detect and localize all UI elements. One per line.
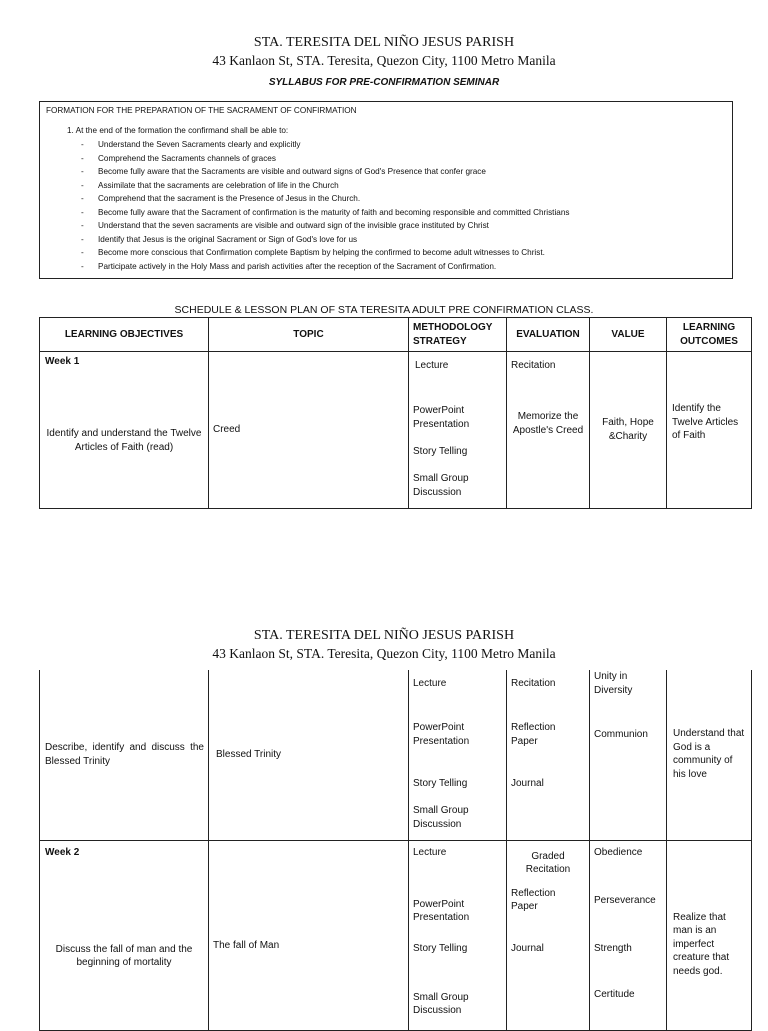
method-item: Lecture — [413, 678, 447, 689]
objective-text: Describe, identify and discuss the Blessed Trinity — [45, 742, 204, 767]
evaluation-cell — [507, 352, 590, 509]
evaluation-item: Graded Recitation — [525, 850, 571, 875]
formation-list — [81, 138, 569, 273]
evaluation-item: Reflection Paper — [511, 722, 556, 747]
topic-cell — [209, 670, 409, 840]
value-item: Obedience — [594, 846, 643, 858]
topic-cell — [209, 840, 409, 1030]
col-header-methodology: METHODOLOGY STRATEGY — [409, 318, 507, 352]
table-row — [40, 840, 752, 1030]
outcome-cell — [667, 840, 752, 1030]
objective-text: Identify and understand the Twelve Articles of Faith (read) — [46, 428, 202, 453]
methodology-cell — [409, 670, 507, 840]
formation-item: - Become more conscious that Confirmation complete Baptism by helping the confirmed to become adult witnesses to Christ. — [81, 248, 545, 257]
evaluation-item: Journal — [511, 942, 544, 954]
methodology-cell — [409, 352, 507, 509]
table-row — [40, 352, 752, 509]
schedule-title: SCHEDULE & LESSON PLAN OF STA TERESITA ADULT PRE CONFIRMATION CLASS. — [174, 304, 594, 316]
method-item: Story Telling — [413, 778, 468, 789]
evaluation-cell — [507, 670, 590, 840]
outcome-cell — [667, 352, 752, 509]
method-item: Small Group Discussion — [413, 991, 469, 1016]
parish-address: 43 Kanlaon St, STA. Teresita, Quezon City, 1100 Metro Manila — [212, 53, 556, 68]
formation-item: - Comprehend the Sacraments channels of graces — [81, 153, 276, 163]
value-item: Perseverance — [594, 894, 656, 906]
method-item: PowerPoint Presentation — [413, 405, 470, 430]
formation-item: - Understand that the seven sacraments are visible and outward sign of the invisible grace instituted by Christ — [81, 221, 489, 230]
value-cell — [590, 352, 667, 509]
objective-cell — [40, 840, 209, 1030]
page2-header — [0, 627, 768, 663]
formation-item: - Become fully aware that the Sacrament of confirmation is the maturity of faith and becoming responsible and committed Christians — [81, 207, 570, 217]
col-header-value: VALUE — [590, 318, 667, 352]
page1-header — [0, 34, 768, 70]
col-header-outcomes: LEARNING OUTCOMES — [667, 318, 752, 352]
method-item: PowerPoint Presentation — [413, 898, 470, 923]
parish-name: STA. TERESITA DEL NIÑO JESUS PARISH — [253, 628, 515, 643]
evaluation-item: Memorize the Apostle's Creed — [512, 411, 584, 436]
outcome-text: Realize that man is an imperfect creature that needs god. — [673, 911, 730, 977]
table-row — [40, 670, 752, 840]
method-item: Lecture — [413, 846, 447, 858]
value-text: Faith, Hope &Charity — [602, 417, 654, 442]
method-item: PowerPoint Presentation — [413, 722, 470, 747]
evaluation-cell — [507, 840, 590, 1030]
evaluation-item: Journal — [511, 778, 544, 789]
value-item: Certitude — [594, 988, 635, 1000]
value-item: Communion — [594, 729, 648, 740]
formation-item: - Participate actively in the Holy Mass and parish activities after the reception of the Sacrament of Confirmation. — [81, 261, 497, 271]
lesson-table-page1 — [39, 317, 752, 509]
formation-box — [39, 101, 733, 279]
outcome-text: Identify the Twelve Articles of Faith — [672, 403, 739, 441]
evaluation-item: Recitation — [511, 360, 556, 371]
method-item: Small Group Discussion — [413, 805, 469, 830]
topic-text: Blessed Trinity — [216, 749, 282, 760]
objective-text: Discuss the fall of man and the beginning of mortality — [55, 943, 193, 968]
objective-cell — [40, 352, 209, 509]
method-item: Story Telling — [413, 446, 468, 457]
syllabus-title: SYLLABUS FOR PRE-CONFIRMATION SEMINAR — [268, 77, 500, 88]
week-label: Week 2 — [45, 846, 80, 858]
col-header-topic: TOPIC — [209, 318, 409, 352]
parish-address: 43 Kanlaon St, STA. Teresita, Quezon City, 1100 Metro Manila — [212, 646, 556, 661]
formation-title: FORMATION FOR THE PREPARATION OF THE SACRAMENT OF CONFIRMATION — [46, 106, 357, 115]
method-item: Story Telling — [413, 942, 468, 954]
formation-item: - Identify that Jesus is the original Sacrament or Sign of God's love for us — [81, 234, 358, 244]
week-label: Week 1 — [45, 356, 80, 367]
formation-item: - Comprehend that the sacrament is the Presence of Jesus in the Church. — [81, 194, 361, 203]
col-header-objectives: LEARNING OBJECTIVES — [40, 318, 209, 352]
col-header-evaluation: EVALUATION — [507, 318, 590, 352]
outcome-text: Understand that God is a community of his love — [673, 728, 745, 780]
topic-text: The fall of Man — [213, 939, 280, 951]
topic-cell — [209, 352, 409, 509]
value-cell — [590, 840, 667, 1030]
methodology-cell — [409, 840, 507, 1030]
method-item: Lecture — [415, 360, 449, 371]
value-cell — [590, 670, 667, 840]
evaluation-item: Recitation — [511, 678, 556, 689]
formation-intro: 1. At the end of the formation the confirmand shall be able to: — [67, 126, 289, 135]
method-item: Small Group Discussion — [413, 473, 469, 498]
objective-cell — [40, 670, 209, 840]
value-item: Strength — [594, 942, 632, 954]
formation-item: - Understand the Seven Sacraments clearly and explicitly — [81, 140, 301, 149]
formation-item: - Assimilate that the sacraments are celebration of life in the Church — [81, 180, 339, 190]
value-item: Unity in Diversity — [594, 671, 633, 696]
parish-name: STA. TERESITA DEL NIÑO JESUS PARISH — [253, 35, 515, 50]
topic-text: Creed — [213, 424, 241, 435]
formation-item: - Become fully aware that the Sacraments are visible and outward signs of God's Presence that confer grace — [81, 167, 486, 176]
lesson-table-page2 — [39, 670, 752, 1031]
evaluation-item: Reflection Paper — [511, 887, 556, 912]
outcome-cell — [667, 670, 752, 840]
